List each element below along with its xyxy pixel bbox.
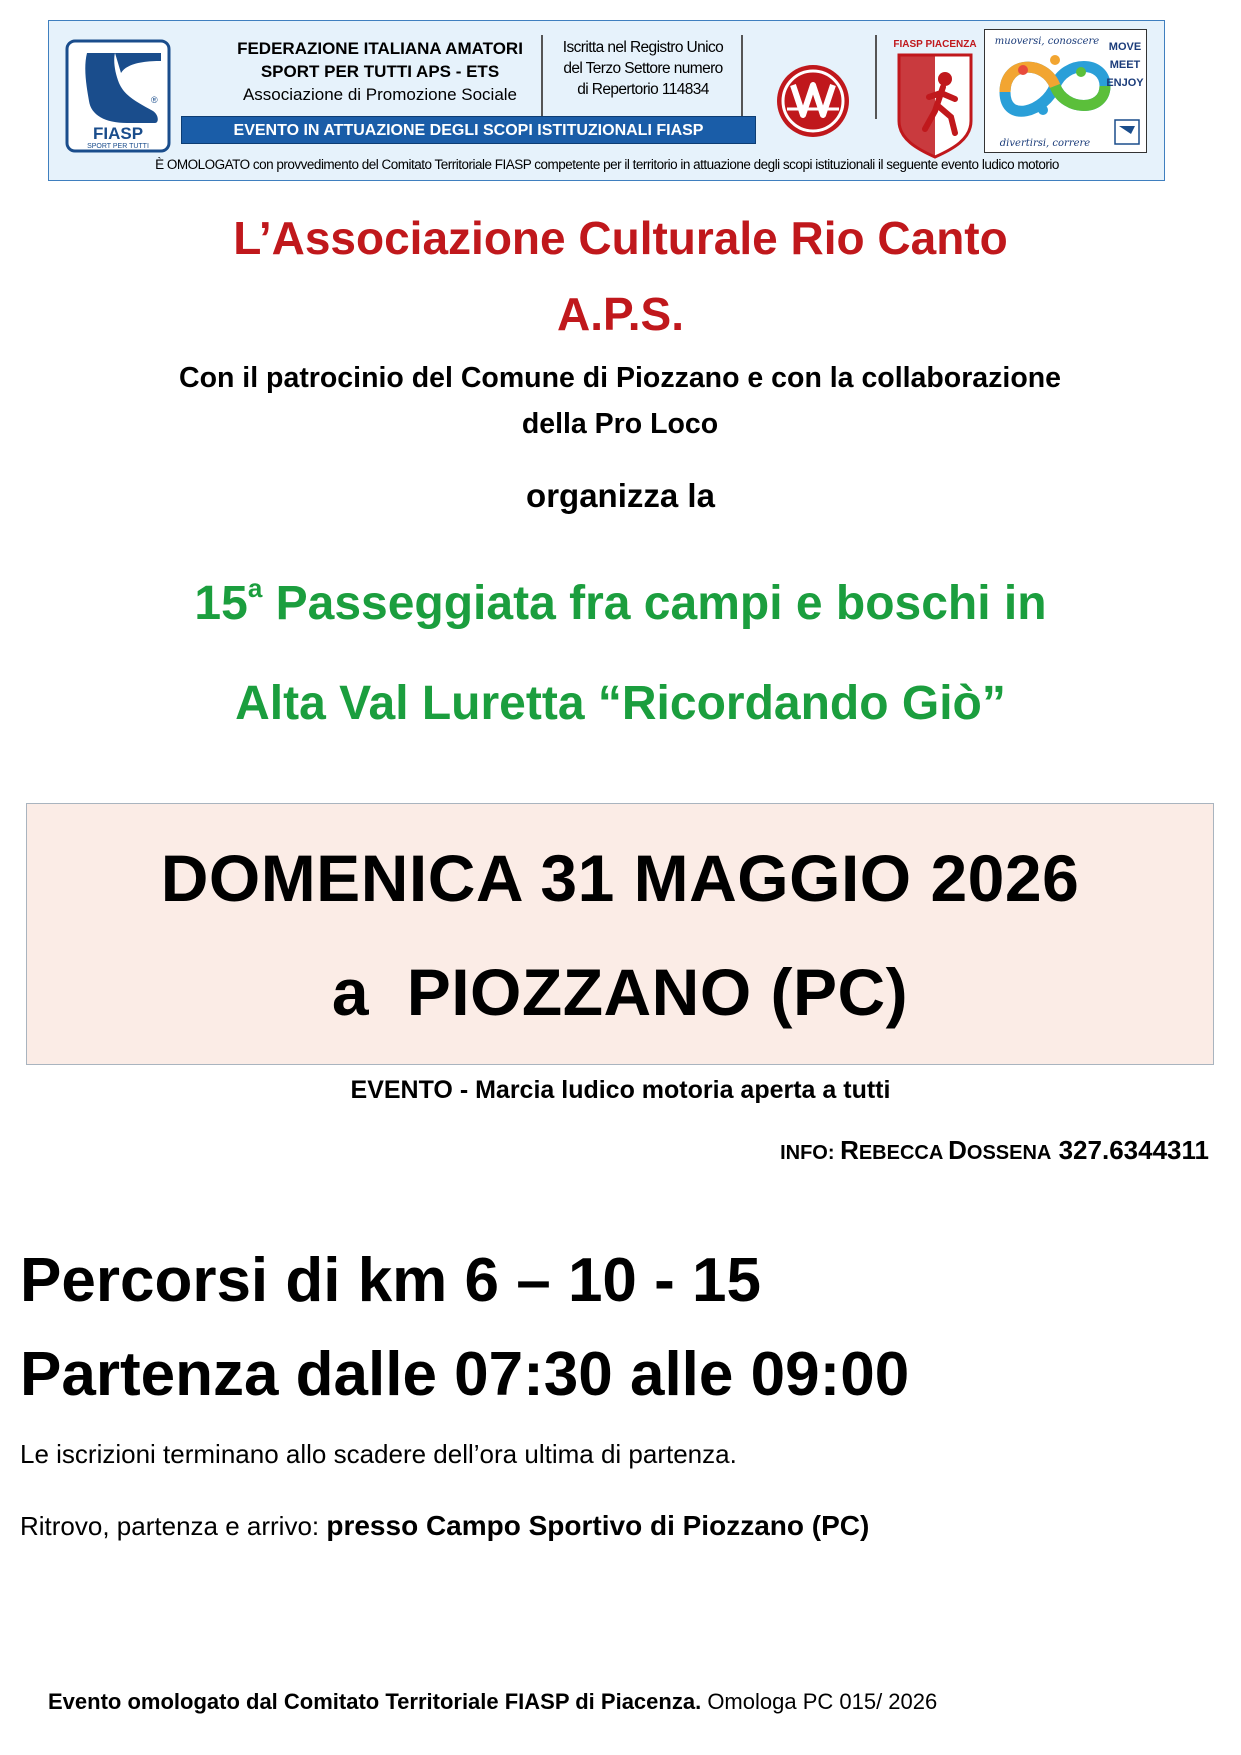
patronage-line-1: Con il patrocinio del Comune di Piozzano e con la collaborazione: [178, 362, 1061, 394]
fiasp-logo: [65, 39, 171, 153]
event-date: DOMENICA 31 MAGGIO 2026: [160, 841, 1080, 915]
event-type-line: [0, 1072, 1241, 1108]
footer-omologation: [48, 1686, 937, 1718]
svg-text:®: ®: [151, 95, 158, 105]
move-meet-enjoy-logo: [984, 29, 1147, 153]
meeting-point-place: presso Campo Sportivo di Piozzano (PC): [326, 1510, 870, 1541]
federation-name: FEDERAZIONE ITALIANA AMATORI: [237, 39, 523, 58]
start-time: Partenza dalle 07:30 alle 09:00: [20, 1340, 910, 1409]
event-type-label: EVENTO: [350, 1076, 453, 1104]
piacenza-logo-text: FIASP PIACENZA: [893, 39, 977, 50]
organizer-aps: A.P.S.: [557, 288, 684, 340]
organizer-title: [0, 200, 1241, 352]
organizer-name: L’Associazione Culturale Rio Canto: [233, 212, 1008, 264]
registry-line-1: Iscritta nel Registro Unico: [562, 39, 724, 56]
footer-omologation-statement: Evento omologato dal Comitato Territoriale FIASP di Piacenza.: [48, 1689, 702, 1714]
banner-divider: [741, 35, 743, 119]
banner-divider: [875, 35, 877, 119]
event-title-rest: Passeggiata fra campi e boschi in: [262, 577, 1047, 630]
route-distances: Percorsi di km 6 – 10 - 15: [20, 1246, 761, 1315]
date-location-box: [26, 803, 1214, 1065]
patronage-line-2: della Pro Loco: [521, 408, 719, 440]
registry-line-2: del Terzo Settore numero: [563, 60, 723, 77]
event-edition-number: 15: [194, 577, 248, 630]
meeting-point-label: Ritrovo, partenza e arrivo:: [20, 1511, 327, 1541]
event-type-text: - Marcia ludico motoria aperta a tutti: [452, 1076, 891, 1104]
institutional-purpose-strip: EVENTO IN ATTUAZIONE DEGLI SCOPI ISTITUZIONALI FIASP: [181, 116, 756, 144]
meeting-point: [20, 1506, 869, 1546]
info-first-rest: EBECCA: [858, 1142, 949, 1164]
event-title-line-2: Alta Val Luretta “Ricordando Giò”: [235, 677, 1006, 730]
fiasp-logo-subtext: SPORT PER TUTTI: [87, 143, 149, 150]
move-word: MOVE: [1108, 41, 1142, 53]
registry-text-block: [553, 37, 733, 100]
info-contact: [780, 1132, 1209, 1171]
patronage-text: [20, 355, 1220, 447]
fiasp-logo-text: FIASP: [92, 124, 144, 143]
move-logo-top-text: muoversi, conoscere: [994, 36, 1100, 47]
enjoy-word: ENJOY: [1106, 77, 1144, 89]
meet-word: MEET: [1109, 59, 1141, 71]
info-label: INFO:: [780, 1142, 841, 1164]
banner-divider: [541, 35, 543, 119]
event-location: a PIOZZANO (PC): [331, 955, 909, 1029]
organizes-text: organizza la: [526, 477, 715, 514]
federation-text-block: [181, 37, 579, 106]
info-first-initial: R: [840, 1135, 859, 1165]
ivv-logo: [773, 51, 857, 151]
event-edition-ordinal: a: [247, 573, 263, 603]
move-logo-bottom-text: divertirsi, correre: [999, 138, 1091, 149]
event-title-line-1: [0, 554, 1241, 654]
fiasp-header-banner: [48, 20, 1165, 181]
omologation-statement: È OMOLOGATO con provvedimento del Comitato Territoriale FIASP competente per il territorio in attuazione degli scopi istituzionali il seguente evento ludico motorio: [155, 157, 1059, 172]
registration-note: Le iscrizioni terminano allo scadere dell’ora ultima di partenza.: [20, 1439, 737, 1469]
info-last-rest: OSSENA: [966, 1142, 1052, 1164]
info-phone: 327.6344311: [1051, 1135, 1209, 1165]
registry-line-3: di Repertorio 114834: [577, 81, 709, 98]
federation-type: Associazione di Promozione Sociale: [242, 85, 518, 104]
federation-subtitle: SPORT PER TUTTI APS - ETS: [260, 62, 500, 81]
footer-omologation-code: Omologa PC 015/ 2026: [701, 1689, 938, 1714]
event-title: [0, 554, 1241, 754]
info-last-initial: D: [948, 1135, 967, 1165]
